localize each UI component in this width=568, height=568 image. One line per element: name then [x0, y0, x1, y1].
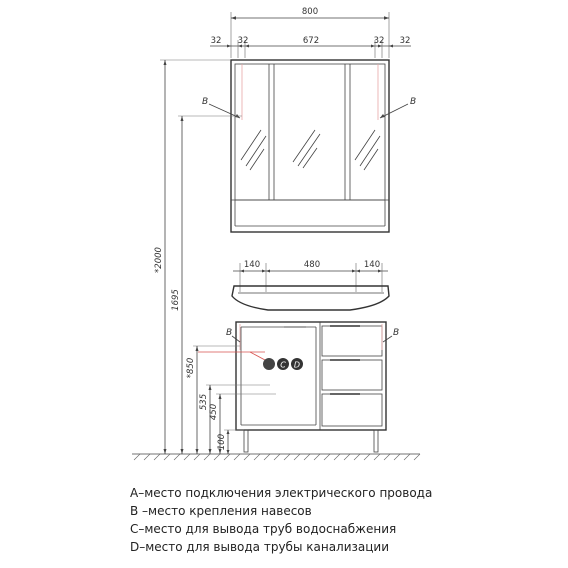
legend-item-d: D–место для вывода трубы канализации [130, 540, 390, 554]
mirror-inner-dimensions [210, 36, 411, 58]
dim-140-left: 140 [243, 260, 261, 270]
b-marker-vanity-right: B [393, 328, 400, 338]
dim-1695: 1695 [171, 289, 181, 311]
connection-markers [198, 352, 303, 370]
b-marker-mirror-left: B [202, 97, 209, 107]
dim-450: 450 [209, 403, 219, 421]
dim-850: *850 [186, 357, 196, 379]
vanity-top-dimensions [233, 260, 388, 292]
dim-32-left-a: 32 [210, 36, 222, 46]
mirror-width-dimension [231, 7, 389, 58]
vanity-mount-markers [226, 328, 399, 342]
mirror-mount-markers [202, 97, 416, 118]
mirror-cabinet [231, 60, 389, 232]
marker-a-dot [263, 358, 275, 370]
legend [130, 484, 550, 556]
legend-item-c: C–место для вывода труб водоснабжения [130, 522, 397, 536]
legend-item-b: B –место крепления навесов [130, 504, 312, 518]
dim-32-left-b: 32 [237, 36, 249, 46]
marker-d-label: D [293, 360, 301, 370]
legend-item-a: A–место подключения электрического провода [130, 486, 433, 500]
marker-c-label: C [280, 360, 286, 370]
dim-480: 480 [303, 260, 321, 270]
dim-100: 100 [217, 433, 227, 451]
dim-32-right-b: 32 [399, 36, 411, 46]
dim-140-right: 140 [363, 260, 381, 270]
dim-800: 800 [301, 7, 319, 17]
vanity-cabinet [232, 286, 389, 452]
dim-2000: *2000 [154, 247, 164, 273]
b-marker-mirror-right: B [410, 97, 417, 107]
dim-535: 535 [199, 393, 209, 411]
dim-32-right-a: 32 [373, 36, 385, 46]
dim-672: 672 [302, 36, 320, 46]
b-marker-vanity-left: B [226, 328, 233, 338]
